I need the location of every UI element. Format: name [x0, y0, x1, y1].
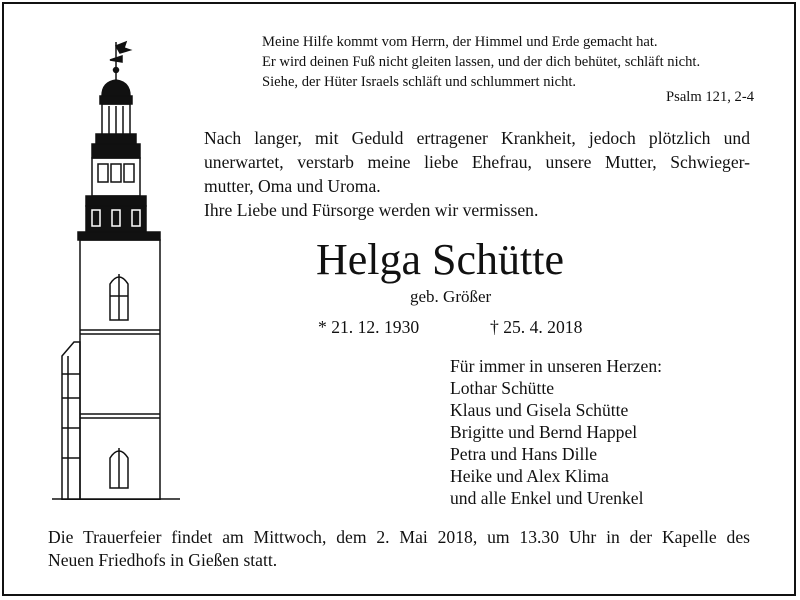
intro-line: Ihre Liebe und Fürsorge werden wir vermissen.: [204, 200, 539, 220]
birth-date: * 21. 12. 1930: [318, 317, 420, 337]
family-heading: Für immer in unseren Herzen:: [450, 356, 663, 376]
family-member: Lothar Schütte: [450, 378, 555, 398]
church-tower-icon: [52, 38, 180, 500]
psalm-reference: Psalm 121, 2-4: [666, 89, 754, 105]
funeral-line: Die Trauerfeier findet am Mittwoch, dem 2. Mai 2018, um 13.30 Uhr in der Kapelle des: [48, 527, 750, 547]
intro-line: Nach langer, mit Geduld ertragener Krankheit, jedoch plötzlich und: [204, 128, 750, 148]
psalm-quote: [262, 32, 752, 92]
family-member: Brigitte und Bernd Happel: [450, 422, 638, 442]
intro-line: unerwartet, verstarb meine liebe Ehefrau, unsere Mutter, Schwieger-: [204, 152, 750, 172]
funeral-notice: [48, 526, 750, 572]
intro-line: mutter, Oma und Uroma.: [204, 176, 381, 196]
family-member: Heike und Alex Klima: [450, 466, 609, 486]
funeral-line: Neuen Friedhofs in Gießen statt.: [48, 550, 278, 570]
family-list: [450, 355, 662, 509]
intro-paragraph: [204, 126, 750, 222]
family-member: Petra und Hans Dille: [450, 444, 598, 464]
death-date: † 25. 4. 2018: [490, 317, 583, 337]
psalm-line: Siehe, der Hüter Israels schläft und schlummert nicht.: [262, 74, 577, 90]
family-member: Klaus und Gisela Schütte: [450, 400, 629, 420]
deceased-name: Helga Schütte: [316, 235, 565, 284]
birth-name: geb. Größer: [410, 287, 492, 306]
psalm-line: Meine Hilfe kommt vom Herrn, der Himmel und Erde gemacht hat.: [262, 34, 658, 50]
family-member: und alle Enkel und Urenkel: [450, 488, 644, 508]
psalm-line: Er wird deinen Fuß nicht gleiten lassen, und der dich behütet, schläft nicht.: [262, 54, 701, 70]
